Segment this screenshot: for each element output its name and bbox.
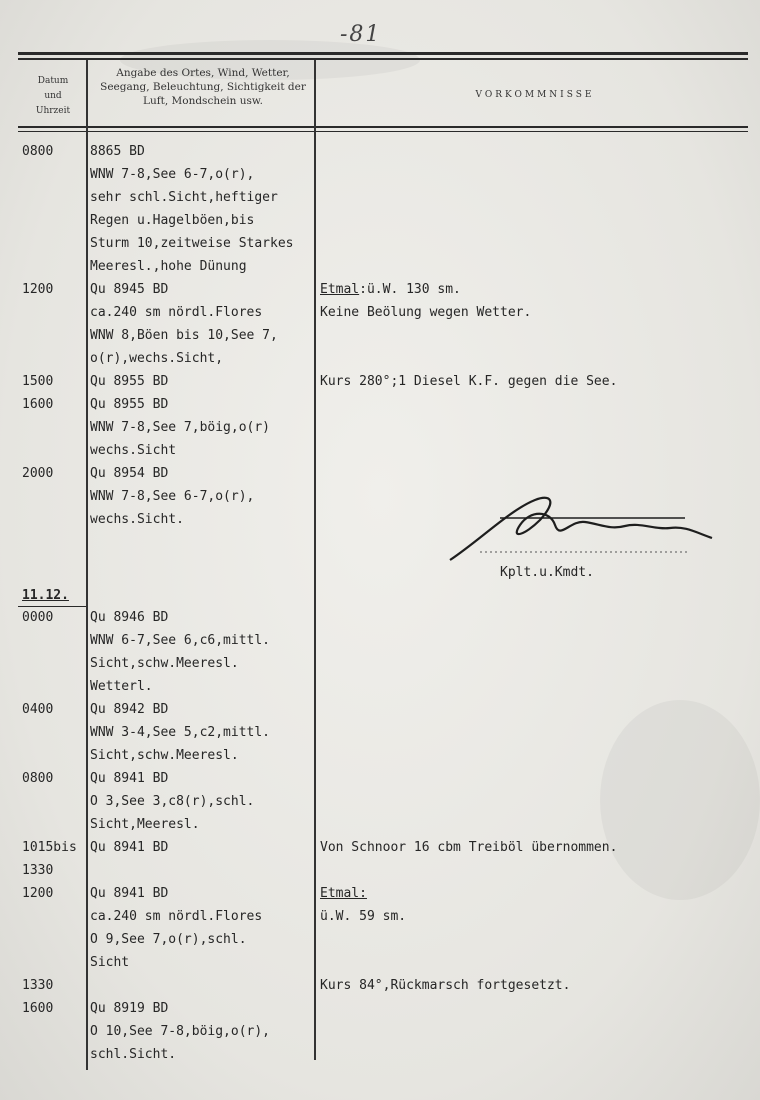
log-row [0, 698, 760, 721]
top-rule [18, 52, 748, 55]
log-position-weather: Qu 8954 BD [90, 466, 169, 481]
log-position-weather: Qu 8941 BD [90, 771, 169, 786]
log-event [320, 278, 750, 301]
log-event [320, 882, 750, 905]
log-row [0, 1020, 760, 1043]
log-event-heading: Etmal [320, 282, 360, 297]
log-event-text: ü.W. 59 sm. [320, 909, 407, 924]
log-event-text: Von Schnoor 16 cbm Treiböl übernommen. [320, 840, 618, 855]
log-time: 1500 [22, 374, 54, 389]
log-position-weather: Qu 8941 BD [90, 886, 169, 901]
log-row [0, 209, 760, 232]
log-row [0, 767, 760, 790]
log-row [0, 301, 760, 324]
header-date-line: Datum [37, 76, 69, 86]
header-date-line: Uhrzeit [35, 106, 71, 116]
log-row [0, 163, 760, 186]
log-row [0, 951, 760, 974]
log-row [0, 278, 760, 301]
log-time: 2000 [22, 466, 54, 481]
log-row [0, 928, 760, 951]
log-position-weather: O 10,See 7-8,böig,o(r), [90, 1024, 271, 1039]
log-event-text: Kurs 84°,Rückmarsch fortgesetzt. [320, 978, 571, 993]
log-time: 0400 [22, 702, 54, 717]
log-row [0, 652, 760, 675]
log-event-text: :ü.W. 130 sm. [359, 282, 461, 297]
log-row [0, 629, 760, 652]
log-position-weather: Qu 8955 BD [90, 397, 169, 412]
log-event [320, 974, 750, 997]
log-row [0, 140, 760, 163]
log-event [320, 301, 750, 324]
log-position-weather: Sicht,schw.Meeresl. [90, 748, 239, 763]
log-position-weather: schl.Sicht. [90, 1047, 177, 1062]
header-events-column: VORKOMMNISSE [475, 90, 595, 100]
log-event [320, 836, 750, 859]
log-row [0, 439, 760, 462]
log-position-weather: sehr schl.Sicht,heftiger [90, 190, 278, 205]
log-position-weather: Qu 8942 BD [90, 702, 169, 717]
header-place-column: Angabe des Ortes, Wind, Wetter, Seegang, Beleuchtung, Sichtigkeit der Luft, Mondschein usw. [100, 67, 306, 107]
signature-label: Kplt.u.Kmdt. [500, 565, 594, 580]
log-position-weather: O 9,See 7,o(r),schl. [90, 932, 247, 947]
header-bottom-rule-thin [18, 131, 748, 132]
log-row [0, 232, 760, 255]
log-position-weather: Sicht [90, 955, 130, 970]
log-row [0, 790, 760, 813]
log-time: 1200 [22, 886, 54, 901]
log-position-weather: Sicht,Meeresl. [90, 817, 200, 832]
log-row [0, 744, 760, 767]
log-time: 0800 [22, 144, 54, 159]
log-row [0, 393, 760, 416]
log-time: 0000 [22, 610, 54, 625]
log-position-weather: 8865 BD [90, 144, 145, 159]
log-position-weather: O 3,See 3,c8(r),schl. [90, 794, 255, 809]
log-row [0, 606, 760, 629]
log-position-weather: Qu 8946 BD [90, 610, 169, 625]
log-position-weather: wechs.Sicht. [90, 512, 184, 527]
log-row [0, 347, 760, 370]
log-time: 1600 [22, 1001, 54, 1016]
log-position-weather: ca.240 sm nördl.Flores [90, 305, 263, 320]
header-date-column [18, 74, 88, 119]
log-row [0, 836, 760, 859]
log-row [0, 324, 760, 347]
log-position-weather: ca.240 sm nördl.Flores [90, 909, 263, 924]
log-event-text: Keine Beölung wegen Wetter. [320, 305, 532, 320]
log-position-weather: wechs.Sicht [90, 443, 177, 458]
log-row [0, 370, 760, 393]
log-time: 1200 [22, 282, 54, 297]
log-time: 1600 [22, 397, 54, 412]
log-time: 1330 [22, 978, 54, 993]
log-row [0, 416, 760, 439]
log-position-weather: WNW 6-7,See 6,c6,mittl. [90, 633, 271, 648]
log-row [0, 721, 760, 744]
log-event-text: Kurs 280°;1 Diesel K.F. gegen die See. [320, 374, 618, 389]
log-position-weather: WNW 7-8,See 7,böig,o(r) [90, 420, 271, 435]
log-position-weather: Sturm 10,zeitweise Starkes [90, 236, 294, 251]
log-row [0, 974, 760, 997]
log-position-weather: Regen u.Hagelböen,bis [90, 213, 255, 228]
log-time: 1330 [22, 863, 54, 878]
header-bottom-rule [18, 126, 748, 128]
log-time: 1015bis [22, 840, 77, 855]
log-row [0, 905, 760, 928]
log-position-weather: Wetterl. [90, 679, 153, 694]
log-position-weather: WNW 8,Böen bis 10,See 7, [90, 328, 278, 343]
log-position-weather: WNW 7-8,See 6-7,o(r), [90, 167, 255, 182]
date-label: 11.12. [22, 588, 69, 603]
log-row [0, 859, 760, 882]
header-date-line: und [44, 91, 62, 101]
log-position-weather: WNW 3-4,See 5,c2,mittl. [90, 725, 271, 740]
page-number: -81 [340, 22, 382, 47]
log-row [0, 675, 760, 698]
log-position-weather: Qu 8919 BD [90, 1001, 169, 1016]
top-rule-thin [18, 58, 748, 60]
log-position-weather: WNW 7-8,See 6-7,o(r), [90, 489, 255, 504]
log-row [0, 186, 760, 209]
log-row [0, 813, 760, 836]
log-position-weather: Qu 8955 BD [90, 374, 169, 389]
log-position-weather: Qu 8941 BD [90, 840, 169, 855]
log-row [0, 1043, 760, 1066]
signature [440, 480, 720, 570]
log-position-weather: Qu 8945 BD [90, 282, 169, 297]
log-row [0, 882, 760, 905]
log-position-weather: Sicht,schw.Meeresl. [90, 656, 239, 671]
log-event-heading: Etmal: [320, 886, 367, 901]
log-event [320, 370, 750, 393]
log-position-weather: Meeresl.,hohe Dünung [90, 259, 247, 274]
log-row [0, 255, 760, 278]
log-position-weather: o(r),wechs.Sicht, [90, 351, 224, 366]
log-row [0, 997, 760, 1020]
log-time: 0800 [22, 771, 54, 786]
log-event [320, 905, 750, 928]
